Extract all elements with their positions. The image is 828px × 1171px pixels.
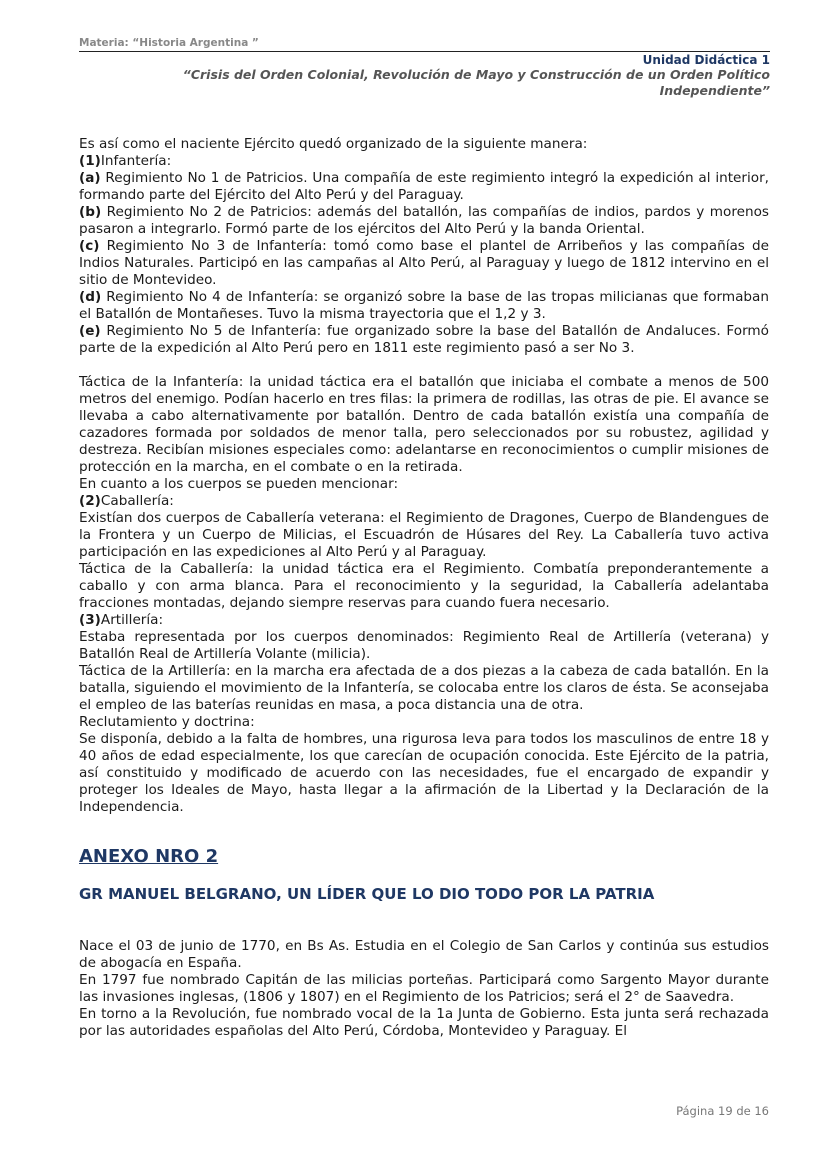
item-text: Regimiento No 1 de Patricios. Una compañía de este regimiento integró la expedición al interior, formando parte del Ejército del Alto Perú y del Paraguay.: [79, 170, 769, 203]
artillery-text: Estaba representada por los cuerpos denominados: Regimiento Real de Artillería (veterana) y Batallón Real de Artillería Volante (milicia).: [79, 629, 769, 662]
artillery-heading: [79, 612, 769, 629]
item-letter: (b): [79, 204, 102, 220]
annex-paragraph-militia: En 1797 fue nombrado Capitán de las milicias porteñas. Participará como Sargento Mayor durante las invasiones inglesas, (1806 y 1807) en el Regimiento de los Patricios; será el 2° de Saavedra.: [79, 972, 769, 1005]
cavalry-heading: [79, 493, 769, 510]
cavalry-number: (2): [79, 493, 101, 509]
annex-subtitle: GR MANUEL BELGRANO, UN LÍDER QUE LO DIO TODO POR LA PATRIA: [79, 885, 655, 903]
infantry-item-d: [79, 289, 769, 323]
infantry-item-e: [79, 323, 769, 357]
header-title: “Crisis del Orden Colonial, Revolución de Mayo y Construcción de un Orden Político Independiente”: [182, 67, 770, 98]
item-text: Regimiento No 3 de Infantería: tomó como base el plantel de Arribeños y las compañías de Indios Naturales. Participó en las campañas al Alto Perú, al Paraguay y luego de 1812 intervino en el sitio de Montevideo.: [79, 238, 769, 288]
item-letter: (d): [79, 289, 102, 305]
header-unit: Unidad Didáctica 1: [642, 53, 770, 67]
corps-intro: En cuanto a los cuerpos se pueden mencionar:: [79, 476, 399, 492]
annex-paragraph-revolution: En torno a la Revolución, fue nombrado vocal de la 1a Junta de Gobierno. Esta junta será rechazada por las autoridades españolas del Alto Perú, Córdoba, Montevideo y Paraguay. El: [79, 1006, 769, 1039]
artillery-label: Artillería:: [100, 612, 164, 628]
infantry-number: (1): [79, 153, 101, 169]
infantry-item-a: [79, 170, 769, 204]
infantry-tactic: Táctica de la Infantería: la unidad táctica era el batallón que iniciaba el combate a menos de 500 metros del enemigo. Podían hacerlo en tres filas: la primera de rodillas, las otras de pie. El avance se llevaba a cabo alternativamente por batallón. Dentro de cada batallón existía una compañía de cazadores formada por soldados de menor talla, pero seleccionados por su robustez, agilidad y destreza. Recibían misiones especiales como: adelantarse en reconocimientos o cumplir misiones de protección en la marcha, en el combate o en la retirada.: [79, 374, 769, 475]
infantry-item-c: [79, 238, 769, 289]
header-subject: Materia: “Historia Argentina ”: [79, 37, 259, 49]
cavalry-text: Existían dos cuerpos de Caballería veterana: el Regimiento de Dragones, Cuerpo de Blandengues de la Frontera y un Cuerpo de Milicias, el Escuadrón de Húsares del Rey. La Caballería tuvo activa participación en las expediciones al Alto Perú y al Paraguay.: [79, 510, 769, 560]
item-letter: (a): [79, 170, 101, 186]
main-body: [79, 136, 769, 816]
infantry-label: Infantería:: [100, 153, 172, 169]
item-letter: (c): [79, 238, 100, 254]
item-letter: (e): [79, 323, 101, 339]
item-text: Regimiento No 2 de Patricios: además del batallón, las compañías de indios, pardos y morenos pasaron a integrarlo. Formó parte de los ejércitos del Alto Perú y la banda Oriental.: [79, 204, 769, 237]
artillery-tactic: Táctica de la Artillería: en la marcha era afectada de a dos piezas a la cabeza de cada batallón. En la batalla, siguiendo el movimiento de la Infantería, se colocaba entre los claros de ésta. Se aconsejaba el empleo de las baterías reunidas en masa, a poca distancia una de otra.: [79, 663, 769, 713]
item-text: Regimiento No 5 de Infantería: fue organizado sobre la base del Batallón de Andaluces. Formó parte de la expedición al Alto Perú pero en 1811 este regimiento pasó a ser No 3.: [79, 323, 769, 356]
cavalry-label: Caballería:: [100, 493, 174, 509]
annex-title: ANEXO NRO 2: [79, 846, 219, 867]
infantry-heading: [79, 153, 769, 170]
artillery-number: (3): [79, 612, 101, 628]
annex-paragraph-birth: Nace el 03 de junio de 1770, en Bs As. Estudia en el Colegio de San Carlos y continúa sus estudios de abogacía en España.: [79, 938, 769, 971]
annex-body: [79, 938, 769, 1040]
cavalry-tactic: Táctica de la Caballería: la unidad táctica era el Regimiento. Combatía preponderantemente a caballo y con arma blanca. Para el reconocimiento y la seguridad, la Caballería adelantaba fracciones montadas, dejando siempre reservas para cuando fuera necesario.: [79, 561, 769, 611]
recruitment-text: Se disponía, debido a la falta de hombres, una rigurosa leva para todos los masculinos de entre 18 y 40 años de edad especialmente, los que carecían de ocupación conocida. Este Ejército de la patria, así constituido y modificado de acuerdo con las necesidades, fue el encargado de expandir y proteger los Ideales de Mayo, hasta llegar a la afirmación de la Libertad y la Declaración de la Independencia.: [79, 731, 769, 815]
infantry-item-b: [79, 204, 769, 238]
item-text: Regimiento No 4 de Infantería: se organizó sobre la base de las tropas milicianas que formaban el Batallón de Montañeses. Tuvo la misma trayectoria que el 1,2 y 3.: [79, 289, 769, 322]
recruitment-heading: Reclutamiento y doctrina:: [79, 714, 255, 730]
header-divider: [79, 51, 770, 52]
intro-paragraph: Es así como el naciente Ejército quedó organizado de la siguiente manera:: [79, 136, 588, 152]
page-number: Página 19 de 16: [676, 1104, 769, 1118]
